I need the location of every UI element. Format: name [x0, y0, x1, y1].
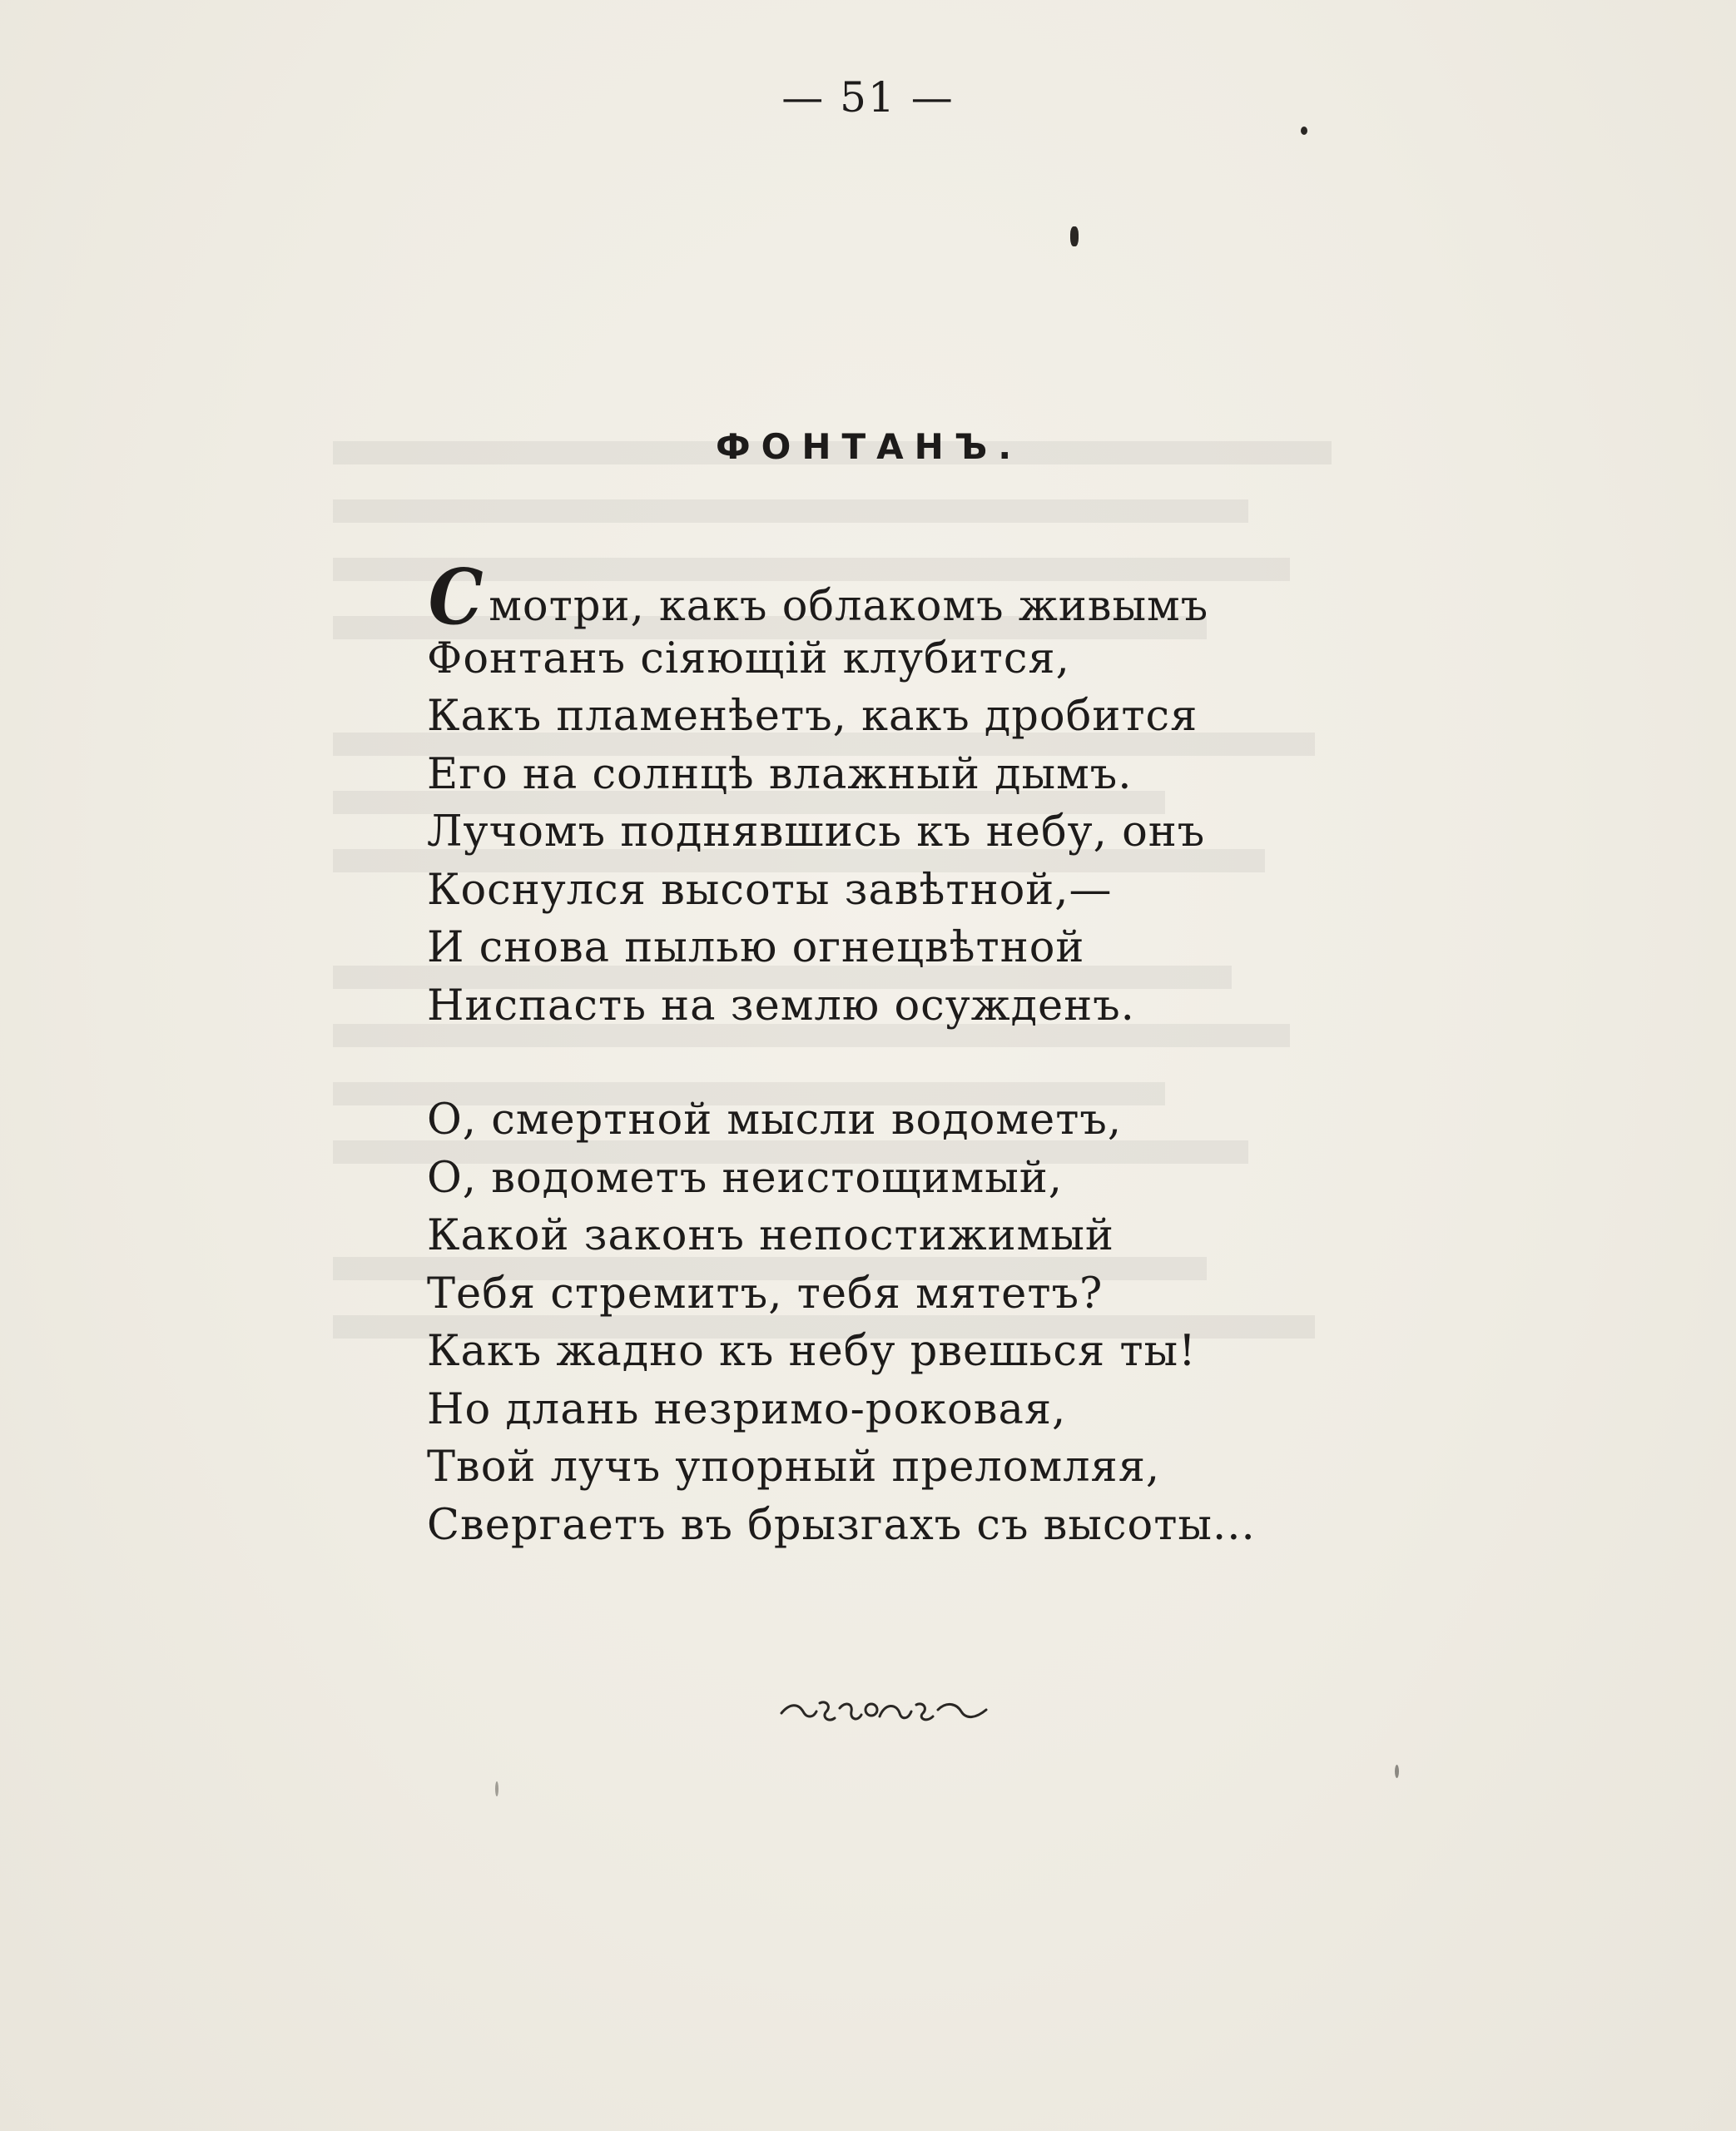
- poem-line-1: [427, 552, 1209, 642]
- poem-line: Какой законъ непостижимый: [427, 1211, 1114, 1260]
- poem-line: Свергаетъ въ брызгахъ съ высоты...: [427, 1500, 1256, 1550]
- poem-line: Его на солнцѣ влажный дымъ.: [427, 749, 1133, 799]
- poem-line-text: мотри, какъ облакомъ живымъ: [489, 582, 1209, 631]
- ornament-icon: [778, 1691, 990, 1731]
- poem-line: О, смертной мысли водометъ,: [427, 1095, 1123, 1145]
- poem-title: ФОНТАНЪ.: [716, 426, 1023, 467]
- paper-speck: [1301, 127, 1307, 135]
- poem-line: О, водометъ неистощимый,: [427, 1153, 1063, 1203]
- page-number: — 51 —: [781, 73, 955, 122]
- drop-cap: С: [428, 552, 484, 642]
- poem-line: Но длань незримо-роковая,: [427, 1384, 1067, 1434]
- paper-speck: [1070, 226, 1079, 246]
- paper-speck: [495, 1781, 498, 1796]
- paper-speck: [1395, 1765, 1399, 1778]
- poem-line: Лучомъ поднявшись къ небу, онъ: [427, 807, 1206, 857]
- poem-line: И снова пылью огнецвѣтной: [427, 923, 1085, 972]
- poem-line: Тебя стремитъ, тебя мятетъ?: [427, 1269, 1104, 1319]
- poem-line: Фонтанъ сіяющій клубится,: [427, 633, 1070, 683]
- poem-line: Твой лучъ упорный преломляя,: [427, 1443, 1161, 1492]
- poem-line: Какъ жадно къ небу рвешься ты!: [427, 1327, 1197, 1376]
- stanza-2: [427, 1091, 1256, 1554]
- poem-line: Коснулся высоты завѣтной,—: [427, 865, 1113, 915]
- stanza-1: [427, 552, 1209, 1035]
- poem-line: Ниспасть на землю осужденъ.: [427, 981, 1135, 1031]
- poem-line: Какъ пламенѣетъ, какъ дробится: [427, 692, 1198, 741]
